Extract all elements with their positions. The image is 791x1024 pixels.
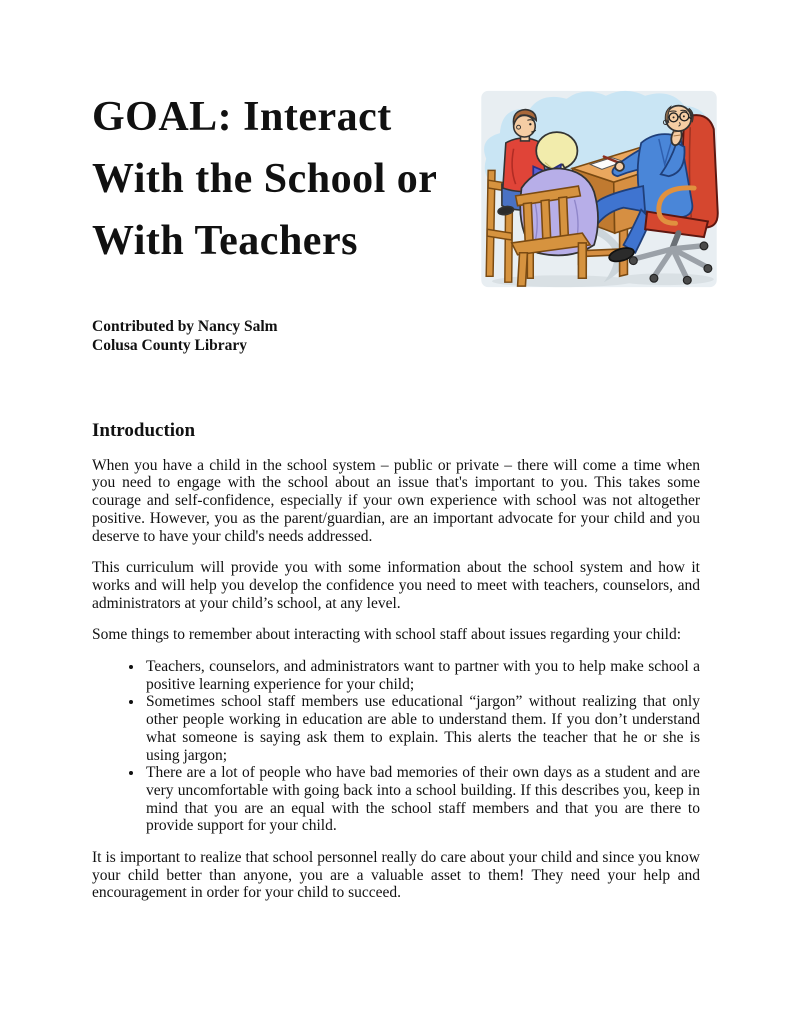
title-line-3: With Teachers — [92, 218, 358, 264]
intro-paragraph-2: This curriculum will provide you with some information about the school system and how it works and will help you develop the confidence you need to meet with teachers, counselors, and administrators at your child’s school, at any level. — [92, 559, 700, 612]
reminder-list — [92, 658, 700, 835]
page-title — [92, 86, 492, 272]
list-item: • There are a lot of people who have bad memories of their own days as a student and are very uncomfortable with going back into a school building. If this describes you, keep in mind that you are an equal with the school staff members and that you are there to provide support for your child. — [144, 764, 700, 835]
intro-paragraph-1: When you have a child in the school system – public or private – there will come a time when you need to engage with the school about an issue that's important to you. This takes some courage and self-confidence, especially if your own experience with school was not altogether positive. However, you as the parent/guardian, are an important advocate for your child and you deserve to have your child's needs addressed. — [92, 456, 700, 545]
floor-shadow-right — [616, 273, 714, 285]
closing-paragraph: It is important to realize that school personnel really do care about your child and since you know your child better than anyone, you are a valuable asset to them! They need your help and encouragement in order for your child to succeed. — [92, 849, 700, 902]
document-body — [92, 422, 700, 902]
contributor-library: Colusa County Library — [92, 336, 248, 354]
child-hair — [536, 132, 577, 169]
introduction-heading: Introduction — [92, 420, 196, 441]
intro-paragraph-3: Some things to remember about interacting with school staff about issues regarding your child: — [92, 626, 682, 644]
title-line-1: GOAL: Interact — [92, 94, 392, 140]
parent-teacher-conference-illustration — [475, 86, 723, 292]
contributor-block — [92, 318, 278, 355]
list-item: • Sometimes school staff members use educational “jargon” without realizing that only other people working in education are able to understand them. If you don’t understand what someone is saying ask them to explain. This alerts the teacher that he or she is using jargon; — [144, 693, 700, 764]
conference-clipart-svg — [475, 86, 723, 292]
list-item: • Teachers, counselors, and administrators want to partner with you to help make school a positive learning experience for your child; — [144, 658, 700, 693]
contributor-name: Contributed by Nancy Salm — [92, 318, 278, 335]
title-line-2: With the School or — [92, 156, 438, 202]
